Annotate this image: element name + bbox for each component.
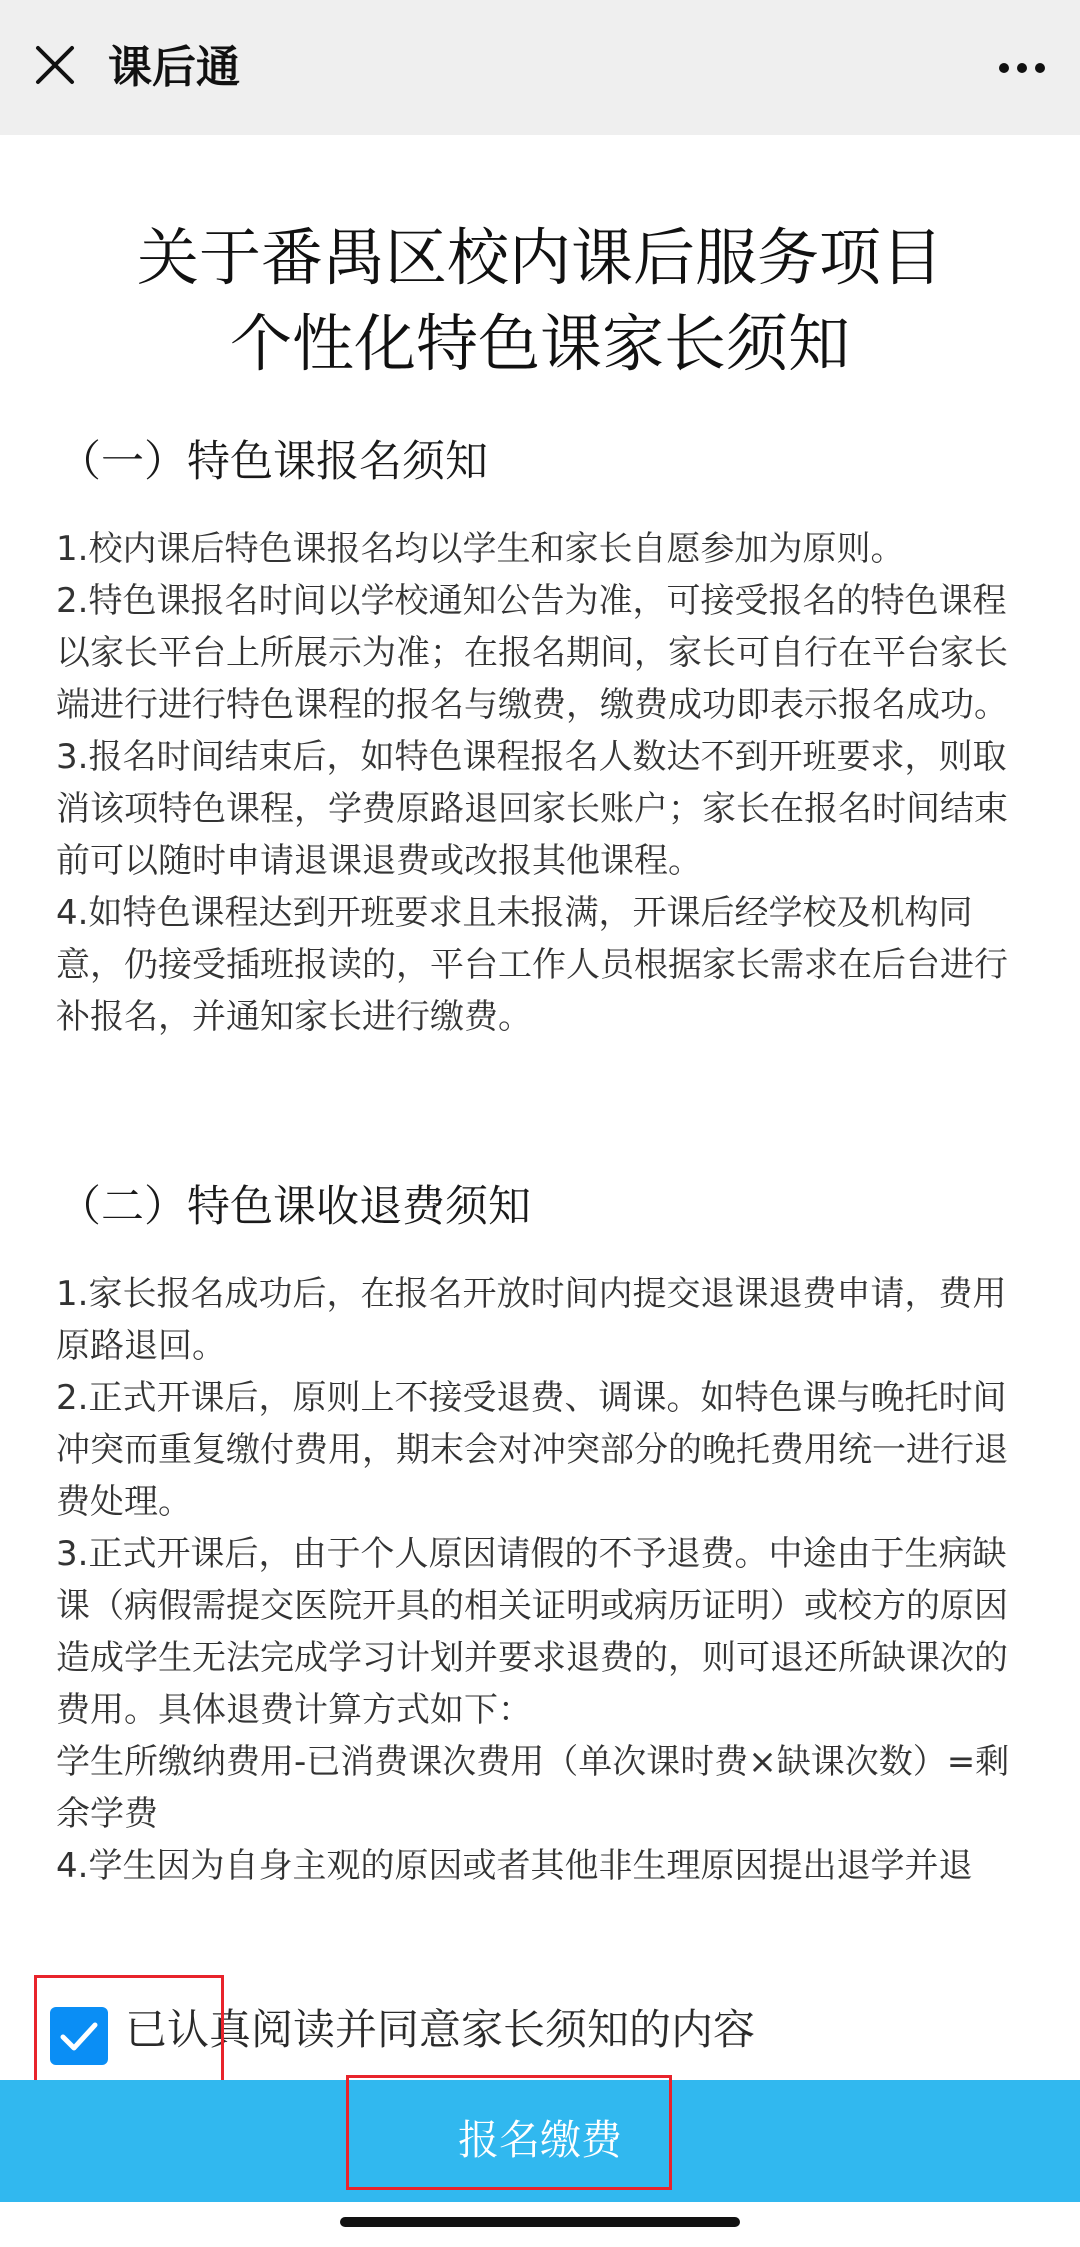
more-icon — [992, 48, 1052, 88]
paragraph: 4.学生因为自身主观的原因或者其他非生理原因提出退学并退 — [56, 1846, 973, 1886]
agreement-label[interactable]: 已认真阅读并同意家长须知的内容 — [125, 2005, 756, 2054]
section-body-registration — [56, 523, 1024, 1043]
notice-document[interactable] — [0, 135, 1080, 1935]
paragraph: 2.特色课报名时间以学校通知公告为准，可接受报名的特色课程以家长平台上所展示为准；在报名期间，家长可自行在平台家长端进行进行特色课程的报名与缴费，缴费成功即表示报名成功。 — [56, 581, 1008, 725]
section-body-refund — [56, 1268, 1024, 1892]
submit-button-label[interactable]: 报名缴费 — [458, 2116, 622, 2164]
paragraph: 3.报名时间结束后，如特色课程报名人数达不到开班要求，则取消该项特色课程，学费原路退回家长账户；家长在报名时间结束前可以随时申请退课退费或改报其他课程。 — [56, 737, 1008, 881]
paragraph: 4.如特色课程达到开班要求且未报满，开课后经学校及机构同意，仍接受插班报读的，平台工作人员根据家长需求在后台进行补报名，并通知家长进行缴费。 — [56, 893, 1008, 1037]
top-navigation-bar — [0, 0, 1080, 135]
paragraph: 2.正式开课后，原则上不接受退费、调课。如特色课与晚托时间冲突而重复缴付费用，期末会对冲突部分的晚托费用统一进行退费处理。 — [56, 1378, 1008, 1522]
section-heading-refund: （二）特色课收退费须知 — [58, 1182, 531, 1232]
paragraph: 1.校内课后特色课报名均以学生和家长自愿参加为原则。 — [56, 529, 905, 569]
document-title — [40, 215, 1040, 387]
more-button[interactable] — [992, 48, 1052, 88]
paragraph: 3.正式开课后，由于个人原因请假的不予退费。中途由于生病缺课（病假需提交医院开具的相关证明或病历证明）或校方的原因造成学生无法完成学习计划并要求退费的，则可退还所缺课次的费用。具体退费计算方式如下： — [56, 1534, 1008, 1730]
submit-highlight-annotation — [346, 2075, 672, 2190]
paragraph: 1.家长报名成功后，在报名开放时间内提交退课退费申请，费用原路退回。 — [56, 1274, 1007, 1366]
title-line-2: 个性化特色课家长须知 — [229, 307, 850, 380]
close-icon — [30, 40, 80, 90]
paragraph: 学生所缴纳费用-已消费课次费用（单次课时费×缺课次数）=剩余学费 — [56, 1742, 1010, 1834]
close-button[interactable] — [30, 40, 80, 90]
home-indicator[interactable] — [340, 2217, 740, 2227]
title-line-1: 关于番禺区校内课后服务项目 — [136, 221, 943, 294]
section-heading-registration: （一）特色课报名须知 — [58, 437, 488, 487]
checkbox-highlight-annotation — [34, 1975, 224, 2089]
app-title: 课后通 — [108, 42, 240, 93]
